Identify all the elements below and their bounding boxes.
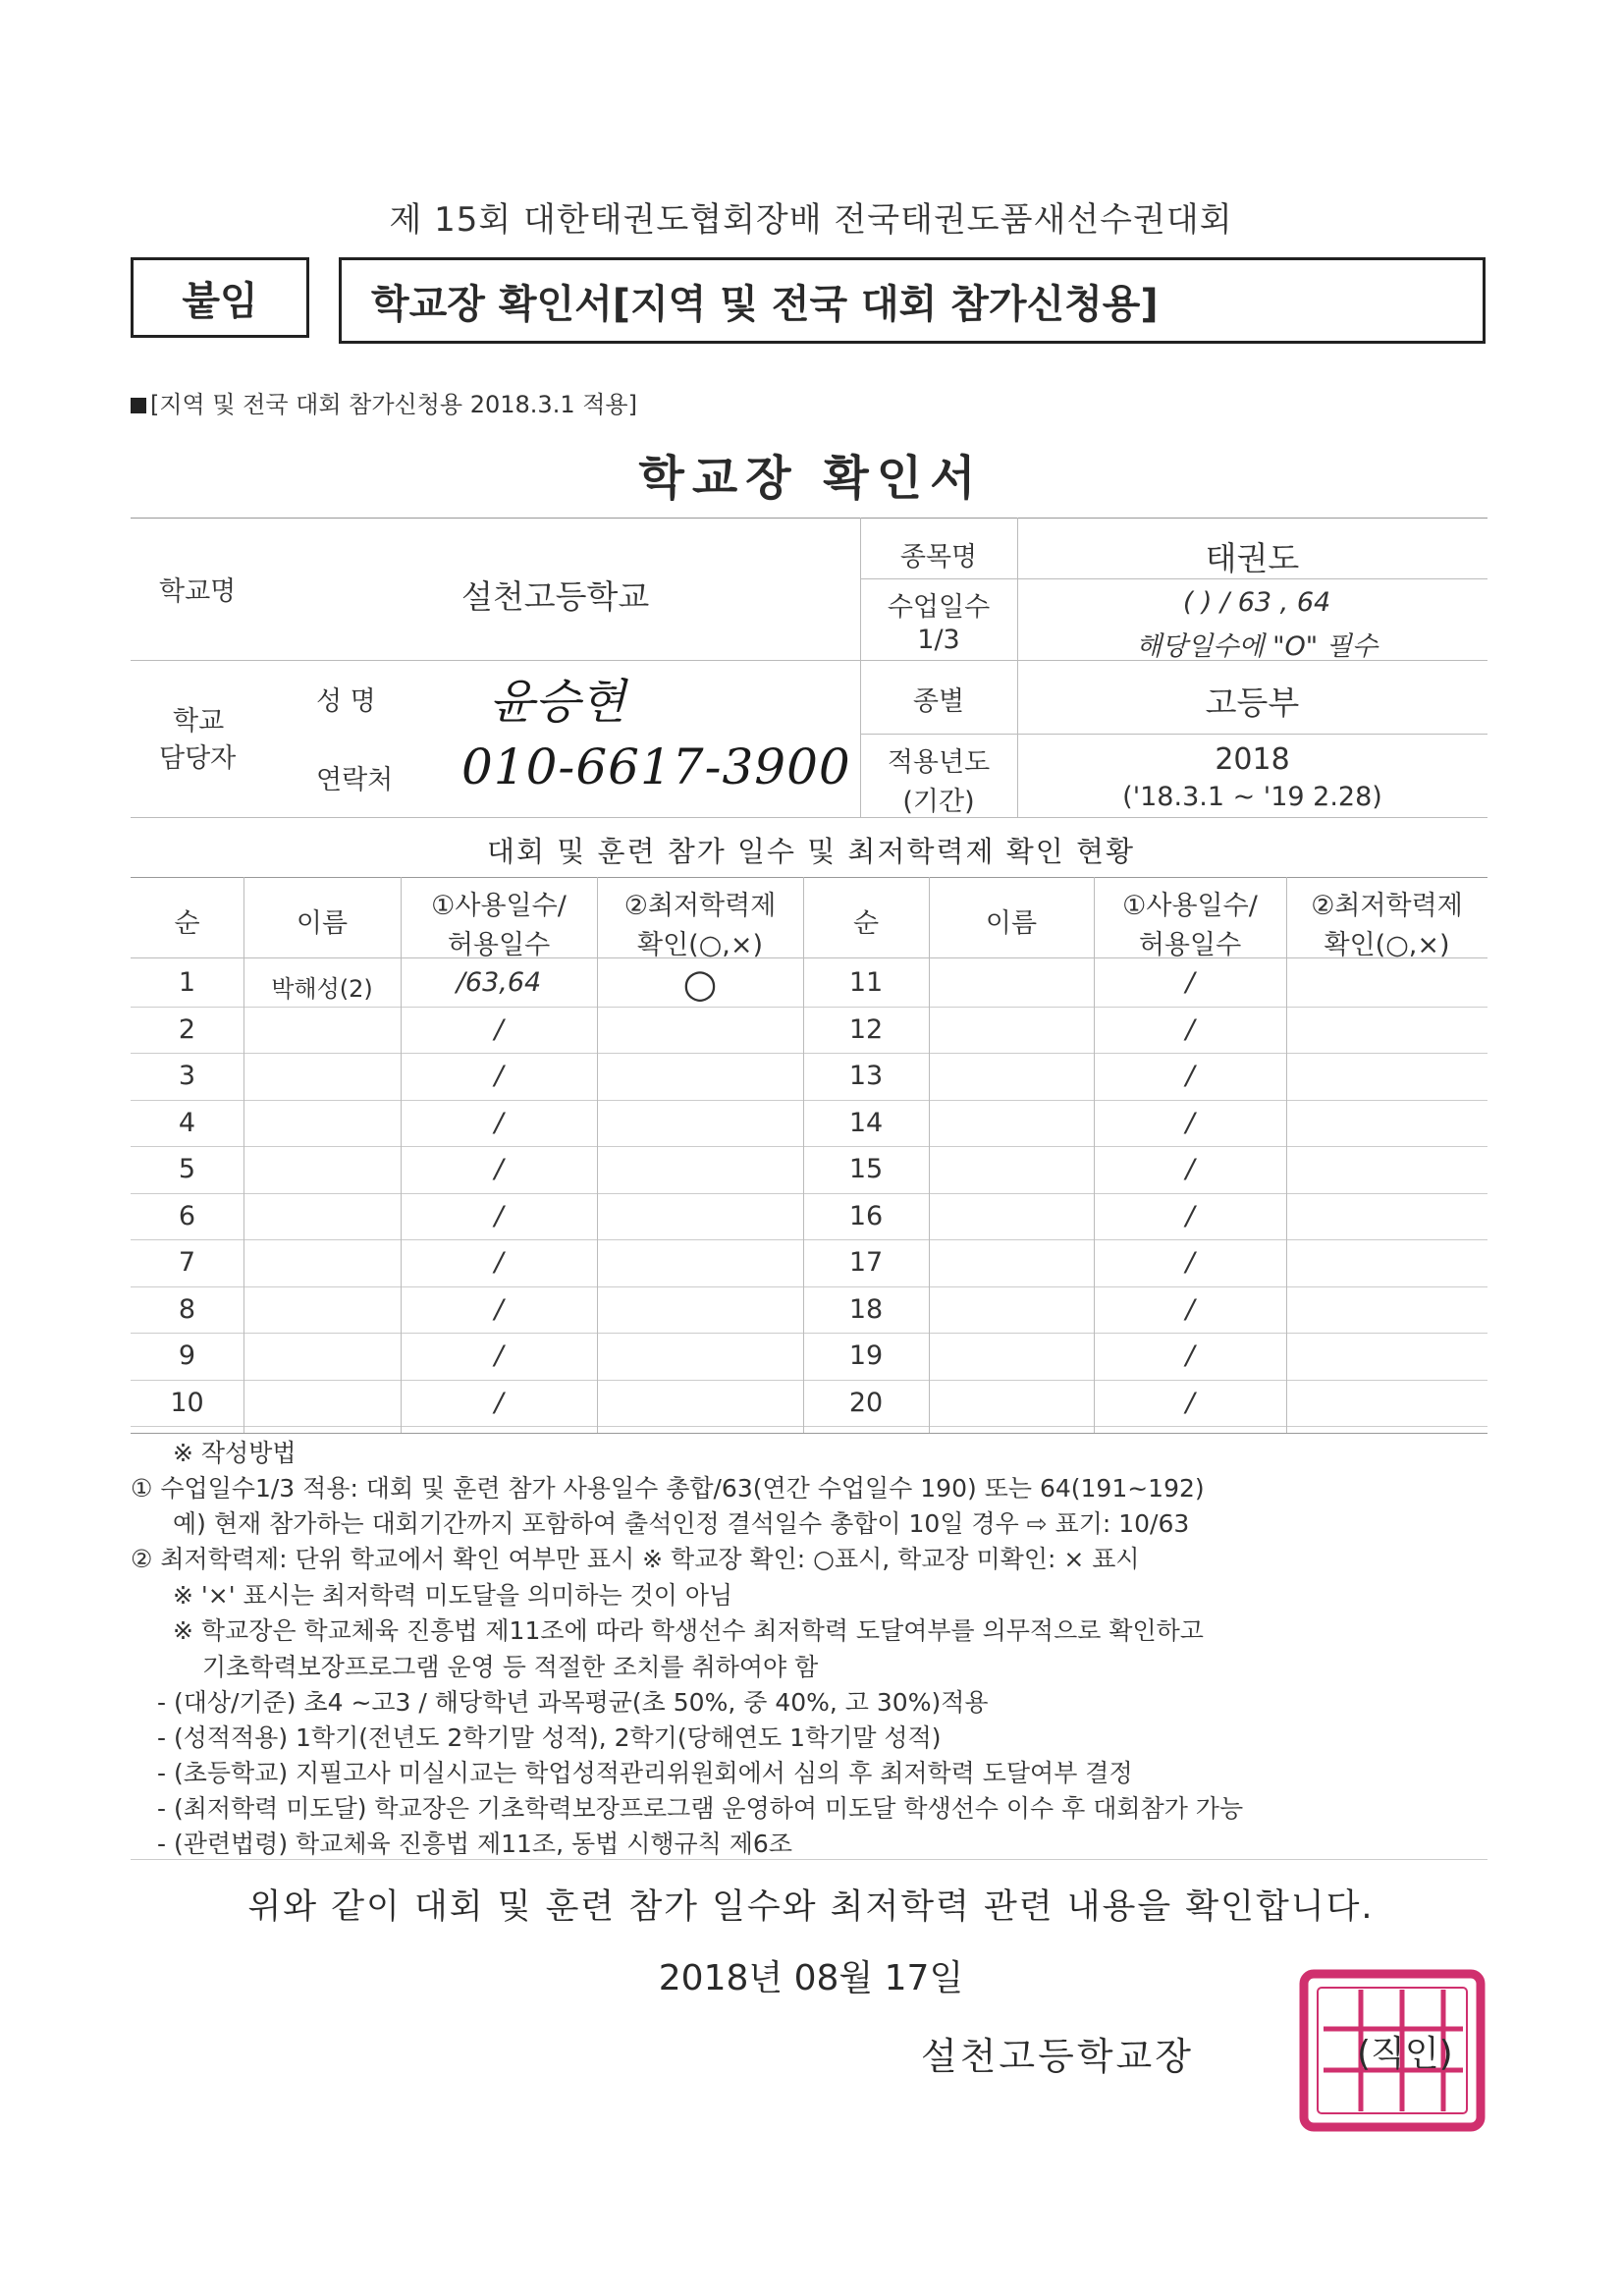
- table-row-no: 7: [178, 1247, 196, 1278]
- col-header-days-1: ①사용일수/: [431, 891, 567, 921]
- table-row-no: 17: [848, 1247, 884, 1278]
- table-row-no: 6: [178, 1201, 196, 1231]
- table-row-days: /: [494, 1201, 504, 1231]
- table-row-no: 8: [178, 1294, 196, 1325]
- table-row-days: /: [494, 1294, 504, 1325]
- table-row-days: /: [1185, 1340, 1195, 1371]
- table-row-no: 1: [178, 967, 196, 998]
- table-row-days: /: [494, 1154, 504, 1184]
- table-row-no: 13: [848, 1061, 884, 1091]
- instruction-line-5: ※ 학교장은 학교체육 진흥법 제11조에 따라 학생선수 최저학력 도달여부를 의무적으로 확인하고: [173, 1616, 1204, 1645]
- square-bullet-icon: [131, 398, 146, 413]
- note-top: [131, 385, 637, 419]
- event-title: 제 15회 대한태권도협회장배 전국태권도품새선수권대회: [389, 200, 1233, 240]
- col-header-academic-2: 확인(○,×): [637, 930, 763, 960]
- table-row-no: 2: [178, 1014, 196, 1045]
- col-header-days-2: 허용일수: [447, 930, 551, 960]
- col-header-days-right-1: ①사용일수/: [1122, 891, 1258, 921]
- table-row-no: 14: [848, 1108, 884, 1138]
- sport-value: 태권도: [1205, 539, 1300, 577]
- table-row-no: 11: [848, 967, 884, 998]
- staff-label-line2: 담당자: [159, 743, 237, 774]
- col-header-no-right: 순: [852, 908, 880, 939]
- name-label: 성 명: [316, 686, 376, 717]
- instruction-line-3: ② 최저학력제: 단위 학교에서 확인 여부만 표시 ※ 학교장 확인: ○표시, 학교장 미확인: × 표시: [131, 1545, 1140, 1573]
- instructions-heading: ※ 작성방법: [173, 1439, 297, 1467]
- table-row-days: /: [494, 1014, 504, 1045]
- school-name-value: 설천고등학교: [461, 577, 650, 616]
- attachment-label: 붙임: [131, 257, 309, 338]
- confirm-text: 위와 같이 대회 및 훈련 참가 일수와 최저학력 관련 내용을 확인합니다.: [247, 1887, 1375, 1927]
- table-row-days: /: [1185, 1201, 1195, 1231]
- name-handwritten: 윤승현: [489, 675, 626, 730]
- table-row-no: 10: [170, 1388, 204, 1418]
- table-row-no: 20: [848, 1388, 884, 1418]
- col-header-academic-right-1: ②최저학력제: [1311, 891, 1463, 921]
- date: 2018년 08월 17일: [658, 1958, 964, 1998]
- division-label: 종별: [912, 686, 965, 717]
- table-row-days: /: [1185, 1294, 1195, 1325]
- principal-name: 설천고등학교장: [921, 2035, 1194, 2078]
- table-row-no: 5: [178, 1154, 196, 1184]
- table-row-days: /: [1185, 1388, 1195, 1418]
- instruction-line-2: 예) 현재 참가하는 대회기간까지 포함하여 출석인정 결석일수 총합이 10일 경우 ⇨ 표기: 10/63: [173, 1509, 1190, 1538]
- instruction-line-6: 기초학력보장프로그램 운영 등 적절한 조치를 취하여야 함: [202, 1653, 819, 1681]
- header-title: 학교장 확인서[지역 및 전국 대회 참가신청용]: [339, 257, 1486, 344]
- sport-label: 종목명: [899, 542, 978, 573]
- section-title: 대회 및 훈련 참가 일수 및 최저학력제 확인 현황: [486, 835, 1135, 868]
- table-row-days: /: [494, 1388, 504, 1418]
- contact-handwritten: 010-6617-3900: [461, 738, 851, 795]
- table-row-no: 9: [178, 1340, 196, 1371]
- year-label-period: (기간): [902, 787, 975, 817]
- col-header-name-right: 이름: [985, 908, 1038, 939]
- main-title: 학교장 확인서: [638, 451, 984, 506]
- instruction-line-8: - (성적적용) 1학기(전년도 2학기말 성적), 2학기(당해연도 1학기말 성적): [157, 1723, 942, 1752]
- instruction-line-7: - (대상/기준) 초4 ~고3 / 해당학년 과목평균(초 50%, 중 40%, 고 30%)적용: [157, 1688, 989, 1717]
- table-row-no: 16: [848, 1201, 884, 1231]
- note-top-text: [지역 및 전국 대회 참가신청용 2018.3.1 적용]: [150, 391, 637, 418]
- instruction-line-4: ※ '×' 표시는 최저학력 미도달을 의미하는 것이 아님: [173, 1581, 733, 1610]
- col-header-academic-1: ②최저학력제: [623, 891, 777, 921]
- table-row-no: 12: [848, 1014, 884, 1045]
- year-label: 적용년도: [887, 747, 991, 778]
- table-row-days: /63,64: [456, 967, 542, 998]
- table-row-days: /: [1185, 1154, 1195, 1184]
- col-header-no: 순: [174, 908, 200, 939]
- table-row-name: 박해성(2): [271, 975, 373, 1003]
- division-value: 고등부: [1205, 683, 1300, 722]
- table-row-days: /: [1185, 1061, 1195, 1091]
- contact-label: 연락처: [316, 765, 394, 795]
- table-row-no: 18: [848, 1294, 884, 1325]
- table-row-days: /: [494, 1061, 504, 1091]
- instruction-line-9: - (초등학교) 지필고사 미실시교는 학업성적관리위원회에서 심의 후 최저학력 도달여부 결정: [157, 1759, 1133, 1787]
- class-days-value: ( ) / 63 , 64: [1182, 587, 1331, 618]
- staff-label-line1: 학교: [173, 706, 225, 737]
- table-row-no: 15: [848, 1154, 884, 1184]
- col-header-name: 이름: [296, 908, 349, 939]
- instruction-line-10: - (최저학력 미도달) 학교장은 기초학력보장프로그램 운영하여 미도달 학생선수 이수 후 대회참가 가능: [157, 1794, 1244, 1823]
- table-row-days: /: [1185, 1108, 1195, 1138]
- year-value: 2018: [1215, 742, 1290, 777]
- instruction-line-1: ① 수업일수1/3 적용: 대회 및 훈련 참가 사용일수 총합/63(연간 수업일수 190) 또는 64(191~192): [131, 1474, 1205, 1503]
- class-days-note: 해당일수에 "O" 필수: [1136, 631, 1378, 662]
- table-row-check: ○: [682, 961, 718, 1007]
- table-row-no: 3: [178, 1061, 196, 1091]
- seal-label: (직인): [1357, 2034, 1453, 2074]
- table-row-days: /: [1185, 1247, 1195, 1278]
- table-row-no: 4: [178, 1108, 196, 1138]
- school-name-label: 학교명: [159, 576, 237, 607]
- instruction-line-11: - (관련법령) 학교체육 진흥법 제11조, 동법 시행규칙 제6조: [157, 1830, 792, 1858]
- table-row-days: /: [494, 1108, 504, 1138]
- table-row-no: 19: [848, 1340, 884, 1371]
- class-days-label: 수업일수: [887, 592, 991, 623]
- table-row-days: /: [1185, 967, 1195, 998]
- year-period: ('18.3.1 ~ '19 2.28): [1122, 782, 1382, 812]
- col-header-days-right-2: 허용일수: [1138, 930, 1242, 960]
- class-days-fraction: 1/3: [917, 625, 960, 655]
- col-header-academic-right-2: 확인(○,×): [1324, 930, 1450, 960]
- table-row-days: /: [494, 1247, 504, 1278]
- table-row-days: /: [494, 1340, 504, 1371]
- table-row-days: /: [1185, 1014, 1195, 1045]
